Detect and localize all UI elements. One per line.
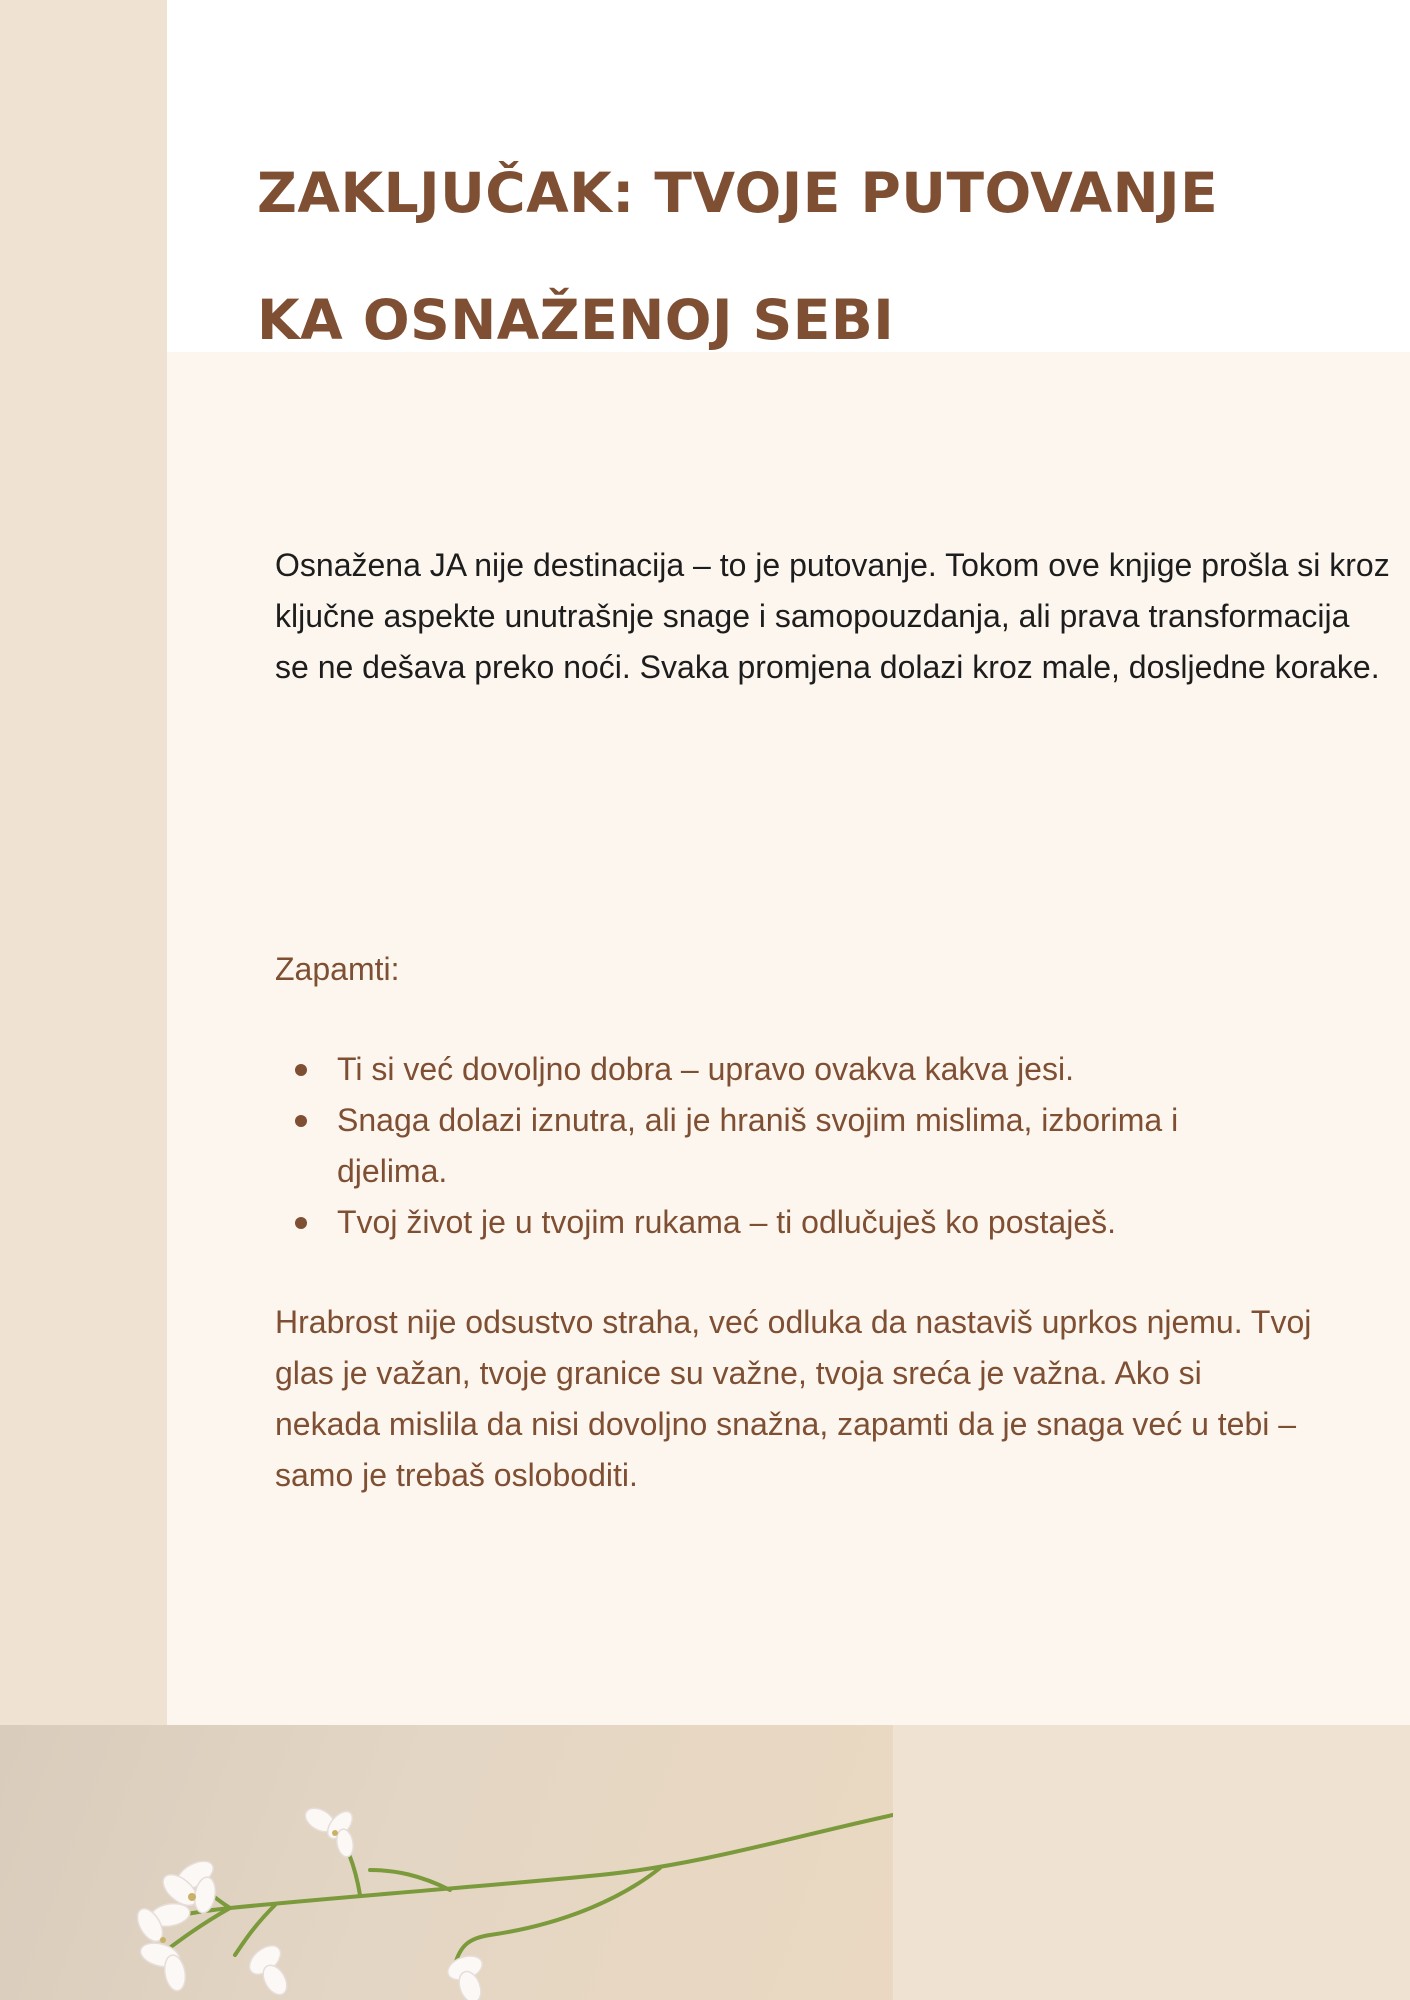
bullet-item: Tvoj život je u tvojim rukama – ti odlučuješ ko postaješ. [275,1197,1275,1248]
title-line-1: ZAKLJUČAK: TVOJE PUTOVANJE [257,161,1219,225]
remember-label: Zapamti: [275,951,400,987]
white-flower-branch-icon [0,1725,893,2000]
title-line-2: KA OSNAŽENOJ SEBI [257,288,895,352]
page-title [257,130,1357,384]
bullet-dot-icon [295,1115,307,1127]
bullet-list [275,1044,1275,1248]
bullet-dot-icon [295,1217,307,1229]
bottom-right-block [893,1725,1410,2000]
flower-photo [0,1725,893,2000]
bullet-item: Ti si već dovoljno dobra – upravo ovakva kakva jesi. [275,1044,1275,1095]
left-decorative-strip [0,0,167,1725]
intro-paragraph: Osnažena JA nije destinacija – to je putovanje. Tokom ove knjige prošla si kroz ključne aspekte unutrašnje snage i samopouzdanja, ali prava transformacija se ne dešava preko noći. Svaka promjena dolazi kroz male, dosljedne korake. [275,547,1390,685]
closing-paragraph: Hrabrost nije odsustvo straha, već odluka da nastaviš uprkos njemu. Tvoj glas je važan, tvoje granice su važne, tvoja sreća je važna. Ako si nekada mislila da nisi dovoljno snažna, zapamti da je snaga već u tebi – samo je trebaš osloboditi. [275,1304,1312,1493]
bullet-item: Snaga dolazi iznutra, ali je hraniš svojim mislima, izborima i djelima. [275,1095,1275,1197]
bullet-dot-icon [295,1064,307,1076]
